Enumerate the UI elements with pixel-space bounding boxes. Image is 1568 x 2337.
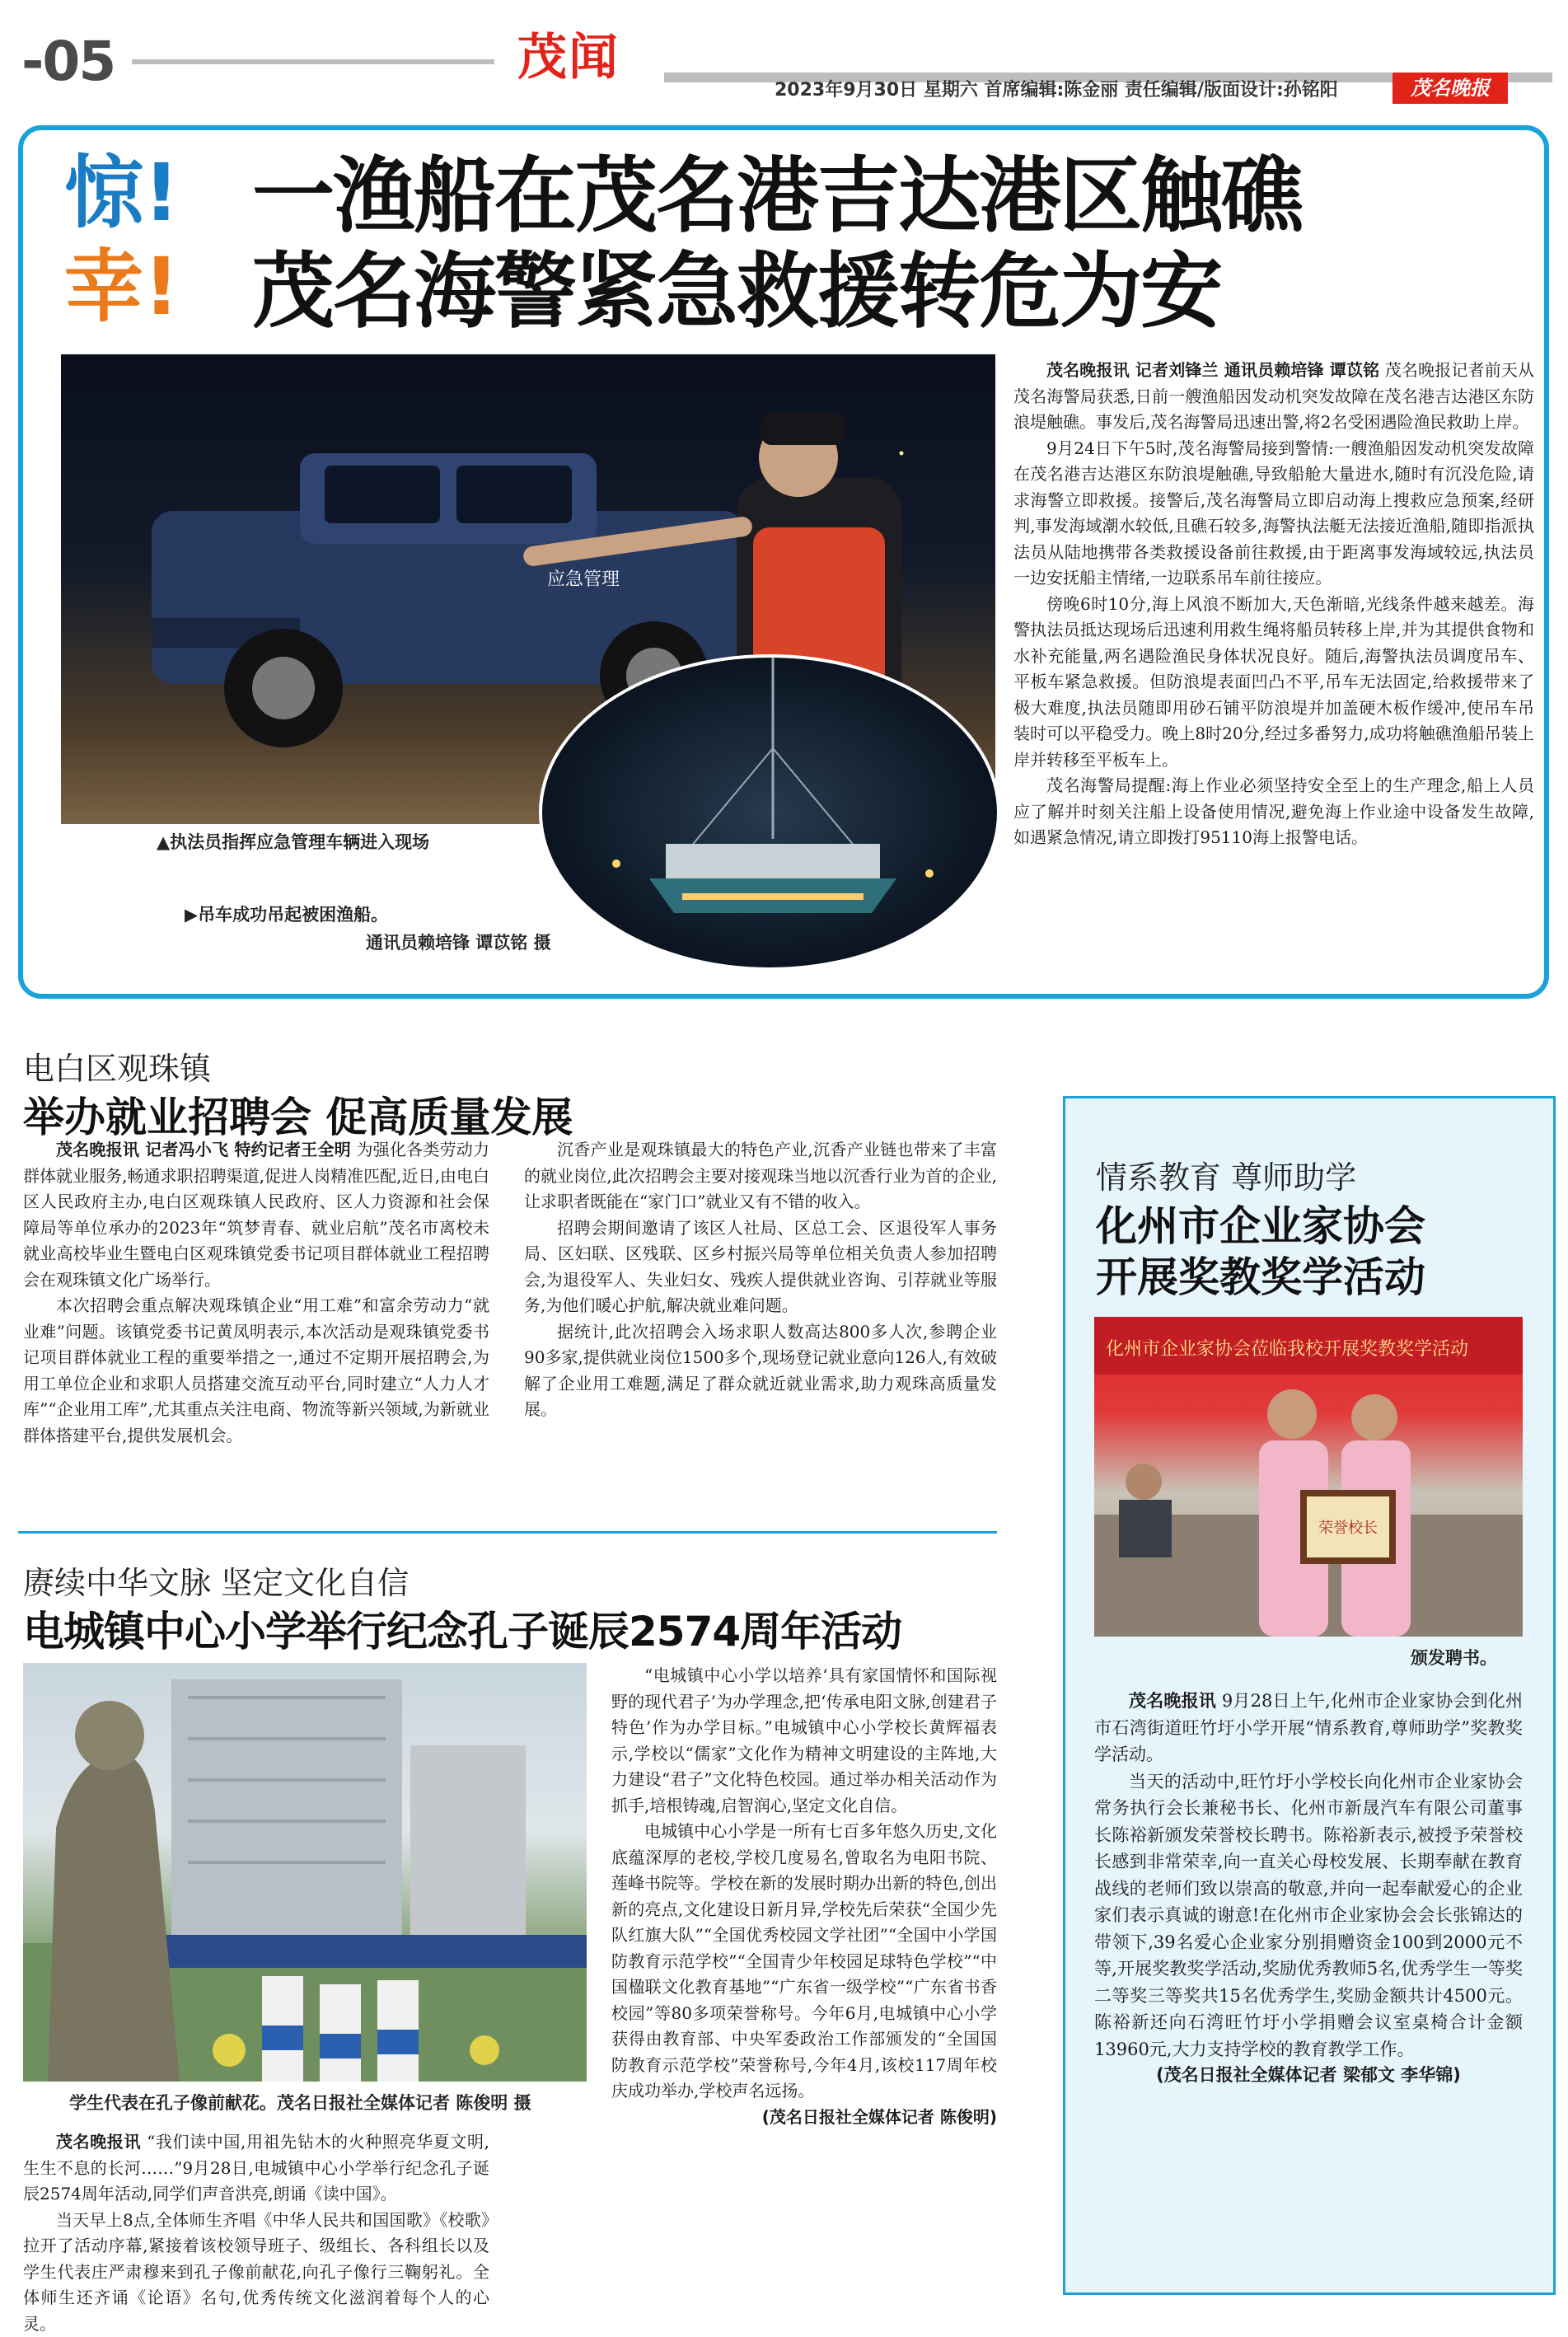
story3-col-1 [23,2129,489,2337]
story3-kicker: 赓续中华文脉 坚定文化自信 [23,1557,409,1603]
caption-confucius: 学生代表在孔子像前献花。茂名日报社全媒体记者 陈俊明 摄 [69,2090,531,2115]
story2-col-1 [23,1137,489,1449]
photo-confucius [23,1663,587,2082]
divider-story2-story3 [18,1531,997,1534]
caption-car: ▲执法员指挥应急管理车辆进入现场 [157,829,429,854]
caption-crane: ▶吊车成功吊起被困渔船。 [185,902,388,926]
plaque-text: 荣誉校长 [1318,1520,1378,1537]
story2-para-1 [23,1137,489,1293]
story1-headline-2: 茂名海警紧急救援转危为安 [252,251,1221,333]
car-label: 应急管理 [547,569,620,590]
story1-para-1 [1013,358,1534,436]
story2-headline: 举办就业招聘会 促高质量发展 [23,1084,573,1144]
school-scene [23,1663,587,2082]
story2-para-5: 据统计,此次招聘会入场求职人数高达800多人次,参聘企业90多家,提供就业岗位1500多个,现场登记就业意向126人,有效破解了企业用工难题,满足了群众就近就业需求,助力观珠高质量发展。 [524,1319,997,1423]
story3-credit: (茂名日报社全媒体记者 陈俊明) [611,2105,997,2131]
story1-lead: 茂名晚报讯 记者刘锋兰 通讯员赖培锋 谭苡铭 [1046,360,1379,380]
story4-para-1 [1094,1688,1523,1768]
story1-kicker-2: 幸! [64,247,180,326]
story1-body [1013,358,1534,851]
story1-para-3: 傍晚6时10分,海上风浪不断加大,天色渐暗,光线条件越来越差。海警执法员抵达现场后迅速利用救生绳将船员转移上岸,并为其提供食物和水补充能量,两名遇险渔民身体状况良好。随后,海警执法员调度吊车、平板车紧急救援。但防浪堤表面凹凸不平,吊车无法固定,给救援带来了极大难度,执法员随即用砂石铺平防浪堤并加盖硬木板作缓冲,使吊车吊装时可以平稳受力。晚上8时20分,经过多番努力,成功将触礁渔船吊装上岸并转移至平板车上。 [1013,592,1534,774]
story4-body [1094,1688,1523,2089]
masthead-rule [132,59,494,64]
story4-lead: 茂名晚报讯 [1129,1691,1216,1711]
story3-para-1-text: “我们读中国,用祖先钻木的火种照亮华夏文明,生生不息的长河……”9月28日,电城镇中心小学举行纪念孔子诞辰2574周年活动,同学们声音洪亮,朗诵《读中国》。 [23,2132,489,2204]
story2-lead: 茂名晚报讯 记者冯小飞 特约记者王全明 [56,1140,351,1159]
story3-para-3: “电城镇中心小学以培养‘具有家国情怀和国际视野的现代君子’为办学理念,把‘传承电阳文脉,创建君子特色’作为办学目标。”电城镇中心小学校长黄辉福表示,学校以“儒家”文化作为精神文明建设的主阵地,大力建设“君子”文化特色校园。通过举办相关活动作为抓手,培根铸魂,启智润心,坚定文化自信。 [611,1663,997,1819]
story4-para-2: 当天的活动中,旺竹圩小学校长向化州市企业家协会常务执行会长兼秘书长、化州市新晟汽车有限公司董事长陈裕新颁发荣誉校长聘书。陈裕新表示,被授予荣誉校长感到非常荣幸,向一直关心母校发展、长期奉献在教育战线的老师们致以崇高的敬意,并向一起奉献爱心的企业家们表示真诚的谢意!在化州市企业家协会会长张锦达的带领下,39名爱心企业家分别捐赠资金100到2000元不等,开展奖教奖学活动,奖励优秀教师5名,优秀学生一等奖二等奖三等奖共15名优秀学生,奖励金额共计4500元。陈裕新还向石湾旺竹圩小学捐赠会议室桌椅合计金额13960元,大力支持学校的教育教学工作。 [1094,1768,1523,2063]
story3-col-2 [611,1663,997,2130]
banner-text: 化州市企业家协会莅临我校开展奖教奖学活动 [1106,1339,1468,1360]
story4-kicker: 情系教育 尊师助学 [1096,1152,1356,1197]
story1-para-4: 茂名海警局提醒:海上作业必须坚持安全至上的生产理念,船上人员应了解并时刻关注船上设备使用情况,避免海上作业途中设备发生故障,如遇紧急情况,请立即拨打95110海上报警电话。 [1013,773,1534,851]
story3-headline: 电城镇中心小学举行纪念孔子诞辰2574周年活动 [23,1599,901,1658]
story4-headline-1: 化州市企业家协会 [1096,1193,1425,1253]
story1-para-2: 9月24日下午5时,茂名海警局接到警情:一艘渔船因发动机突发故障在茂名港吉达港区东防浪堤触礁,导致船舱大量进水,随时有沉没危险,请求海警立即救援。接警后,茂名海警局立即启动海上搜救应急预案,经研判,事发海域潮水较低,且礁石较多,海警执法艇无法接近渔船,随即指派执法员从陆地携带各类救援设备前往救援,由于距离事发海域较远,执法员一边安抚船主情绪,一边联系吊车前往接应。 [1013,436,1534,592]
story2-para-1-text: 为强化各类劳动力群体就业服务,畅通求职招聘渠道,促进人岗精准匹配,近日,由电白区人民政府主办,电白区观珠镇人民政府、区人力资源和社会保障局等单位承办的2023年“筑梦青春、就业启航”茂名市离校未就业高校毕业生暨电白区观珠镇党委书记项目群体就业工程招聘会在观珠镇文化广场举行。 [23,1140,489,1290]
story2-col-2 [524,1137,997,1423]
photo-crane-lift [539,654,1000,971]
caption-appointment: 颁发聘书。 [1411,1645,1497,1670]
story3-para-1 [23,2129,489,2208]
masthead-info: 2023年9月30日 星期六 首席编辑:陈金丽 责任编辑/版面设计:孙铭阳 [775,76,1338,101]
story3-para-2: 当天早上8点,全体师生齐唱《中华人民共和国国歌》《校歌》拉开了活动序幕,紧接着该校领导班子、级组长、各科组长以及学生代表庄严肃穆来到孔子像前献花,向孔子像行三鞠躬礼。全体师生还齐诵《论语》名句,优秀传统文化滋润着每个人的心灵。 [23,2208,489,2337]
story2-para-2: 本次招聘会重点解决观珠镇企业“用工难”和富余劳动力“就业难”问题。该镇党委书记黄凤明表示,本次活动是观珠镇党委书记项目群体就业工程的重要举措之一,通过不定期开展招聘会,为用工单位企业和求职人员搭建交流互动平台,同时建立“人力人才库”“企业用工库”,尤其重点关注电商、物流等新兴领域,为新就业群体搭建平台,提供发展机会。 [23,1293,489,1449]
story2-kicker: 电白区观珠镇 [23,1043,211,1089]
section-title: 茂闻 [517,33,620,82]
story2-para-4: 招聘会期间邀请了该区人社局、区总工会、区退役军人事务局、区妇联、区残联、区乡村振兴局等单位相关负责人参加招聘会,为退役军人、失业妇女、残疾人提供就业咨询、引荐就业等服务,为他们暖心护航,解决就业难问题。 [524,1215,997,1319]
story2-para-3: 沉香产业是观珠镇最大的特色产业,沉香产业链也带来了丰富的就业岗位,此次招聘会主要对接观珠当地以沉香行业为首的企业,让求职者既能在“家门口”就业又有不错的收入。 [524,1137,997,1215]
photo-appointment [1094,1317,1523,1637]
story1-kicker-1: 惊! [64,153,180,232]
crane-scene [542,658,1000,971]
story4-para-1-text: 9月28日上午,化州市企业家协会到化州市石湾街道旺竹圩小学开展“情系教育,尊师助学”奖教奖学活动。 [1094,1691,1523,1764]
story1-headline-1: 一渔船在茂名港吉达港区触礁 [252,155,1302,237]
paper-logo: 茂名晚报 [1392,73,1508,104]
story4-headline-2: 开展奖教奖学活动 [1096,1244,1425,1304]
story1-para-1-text: 茂名晚报记者前天从茂名海警局获悉,日前一艘渔船因发动机突发故障在茂名港吉达港区东防浪堤触礁。事发后,茂名海警局迅速出警,将2名受困遇险渔民救助上岸。 [1013,360,1534,432]
credit-story1-photo: 通讯员赖培锋 谭苡铭 摄 [366,930,551,954]
page-number: -05 [21,35,115,89]
story4-credit: (茂名日报社全媒体记者 梁郁文 李华锦) [1094,2063,1523,2089]
story3-lead: 茂名晚报讯 [56,2132,141,2152]
appointment-scene [1094,1317,1523,1637]
story3-para-4: 电城镇中心小学是一所有七百多年悠久历史,文化底蕴深厚的老校,学校几度易名,曾取名为电阳书院、莲峰书院等。学校在新的发展时期办出新的特色,创出新的亮点,文化建设日新月异,学校先后荣获“全国少先队红旗大队”“全国优秀校园文学社团”“全国中小学国防教育示范学校”“全国青少年校园足球特色学校”“中国楹联文化教育基地”“广东省一级学校”“广东省书香校园”等80多项荣誉称号。今年6月,电城镇中心小学获得由教育部、中央军委政治工作部颁发的“全国国防教育示范学校”荣誉称号,今年4月,该校117周年校庆成功举办,学校声名远扬。 [611,1819,997,2105]
